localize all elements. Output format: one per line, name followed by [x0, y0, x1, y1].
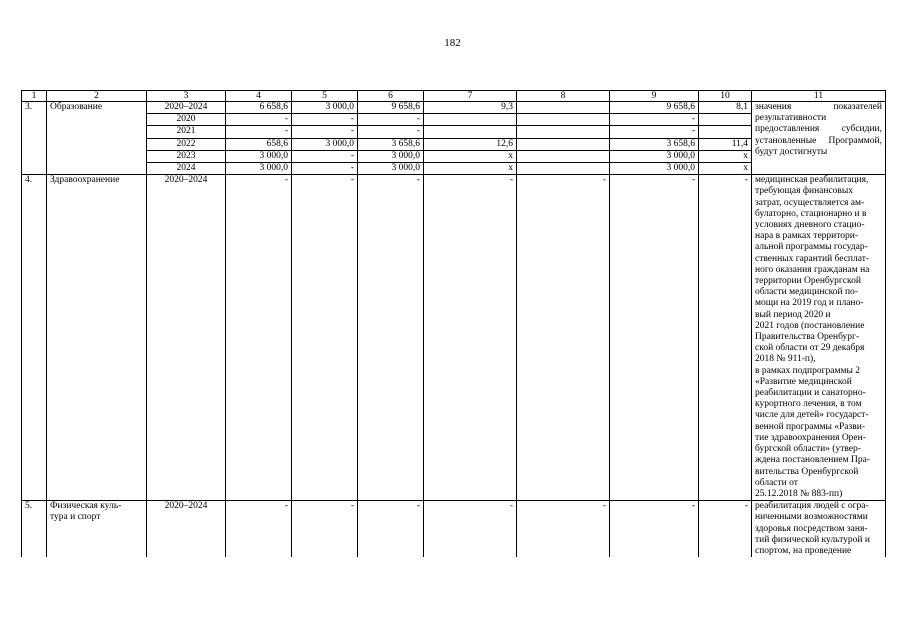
note-line: числе для детей» государст-	[755, 410, 869, 421]
value-cell: 3 000,0	[610, 163, 699, 175]
note-line: области от	[755, 477, 798, 488]
row-number: 3.	[22, 102, 47, 175]
note-line: бургской области» (утвер-	[755, 444, 861, 455]
table-row	[22, 102, 886, 114]
note-cell	[752, 501, 886, 558]
value-cell: -	[292, 175, 358, 501]
period-cell: 2021	[147, 126, 226, 138]
note-line: ного оказания гражданам на	[755, 264, 870, 275]
page-number: 182	[444, 37, 461, 49]
value-cell: 6 658,6	[226, 102, 292, 114]
value-cell: -	[226, 175, 292, 501]
value-cell: -	[292, 501, 358, 558]
header-cell: 6	[358, 91, 424, 102]
header-cell: 5	[292, 91, 358, 102]
program-table	[21, 90, 886, 557]
note-line: тие здравоохранения Орен-	[755, 432, 866, 443]
note-line: территории Оренбургской	[755, 276, 861, 287]
value-cell: 12,6	[424, 138, 517, 150]
value-cell: -	[610, 175, 699, 501]
value-cell: 8,1	[699, 102, 752, 114]
value-cell: 3 658,6	[610, 138, 699, 150]
value-cell: 3 000,0	[292, 102, 358, 114]
value-cell: 9,3	[424, 102, 517, 114]
note-line: нара в рамках территори-	[755, 231, 859, 242]
value-cell	[517, 126, 610, 138]
row-number: 5.	[22, 501, 47, 558]
note-line: затрат, осуществляется ам-	[755, 197, 865, 208]
note-line: курортного лечения, в том	[755, 399, 862, 410]
value-cell: -	[226, 126, 292, 138]
header-row	[22, 91, 886, 102]
value-cell	[424, 126, 517, 138]
value-cell: 9 658,6	[358, 102, 424, 114]
value-cell: -	[517, 175, 610, 501]
value-cell: 3 000,0	[226, 150, 292, 162]
section-name-line: Физическая куль-	[50, 501, 122, 512]
value-cell: 3 000,0	[358, 163, 424, 175]
value-cell: 3 000,0	[610, 150, 699, 162]
value-cell: -	[292, 114, 358, 126]
value-cell: -	[610, 114, 699, 126]
value-cell	[517, 150, 610, 162]
section-name	[47, 501, 147, 558]
header-cell: 4	[226, 91, 292, 102]
value-cell: 3 658,6	[358, 138, 424, 150]
note-line: спортом, на проведение	[755, 545, 852, 556]
note-line: медицинская реабилитация,	[755, 175, 869, 186]
value-cell	[517, 163, 610, 175]
header-cell: 1	[22, 91, 47, 102]
value-cell: -	[358, 126, 424, 138]
header-cell: 9	[610, 91, 699, 102]
period-cell: 2020–2024	[147, 102, 226, 114]
value-cell: 658,6	[226, 138, 292, 150]
note-line: реабилитация людей с огра-	[755, 501, 869, 512]
note-line: ской области от 29 декабря	[755, 343, 865, 354]
header-cell: 2	[47, 91, 147, 102]
header-cell: 7	[424, 91, 517, 102]
section-name-line: тура и спорт	[50, 512, 101, 523]
value-cell: 3 000,0	[292, 138, 358, 150]
note-line: альной программы государ-	[755, 242, 868, 253]
note-line: реабилитации и санаторно-	[755, 388, 866, 399]
table-row	[22, 501, 886, 558]
note-line: ственных гарантий бесплат-	[755, 253, 870, 264]
value-cell: 9 658,6	[610, 102, 699, 114]
note-cell: значения показателей результативности предоставления субсидии, установленные Программой, будут достигнуты	[752, 102, 886, 175]
value-cell: -	[292, 150, 358, 162]
value-cell: -	[610, 501, 699, 558]
header-cell: 11	[752, 91, 886, 102]
value-cell: -	[424, 501, 517, 558]
value-cell: -	[358, 175, 424, 501]
value-cell	[699, 114, 752, 126]
period-cell: 2023	[147, 150, 226, 162]
note-cell	[752, 175, 886, 501]
value-cell	[517, 138, 610, 150]
header-cell: 10	[699, 91, 752, 102]
value-cell: 3 000,0	[226, 163, 292, 175]
note-line: тий физической культурой и	[755, 534, 870, 545]
note-line: булаторно, стационарно и в	[755, 208, 867, 219]
value-cell: х	[699, 150, 752, 162]
note-line: области медицинской по-	[755, 287, 858, 298]
period-cell: 2020–2024	[147, 501, 226, 558]
note-line: 25.12.2018 № 883-пп)	[755, 488, 843, 499]
value-cell: х	[699, 163, 752, 175]
section-name: Здравоохранение	[47, 175, 147, 501]
period-cell: 2022	[147, 138, 226, 150]
note-line: ждена постановлением Пра-	[755, 455, 870, 466]
header-cell: 8	[517, 91, 610, 102]
note-line: в рамках подпрограммы 2	[755, 365, 861, 376]
note-line: «Развитие медицинской	[755, 376, 852, 387]
note-line: 2021 годов (постановление	[755, 320, 865, 331]
value-cell	[699, 126, 752, 138]
note-line: венной программы «Разви-	[755, 421, 865, 432]
value-cell: -	[424, 175, 517, 501]
row-number: 4.	[22, 175, 47, 501]
value-cell: -	[292, 163, 358, 175]
value-cell: х	[424, 150, 517, 162]
value-cell	[517, 102, 610, 114]
note-line: вый период 2020 и	[755, 309, 831, 320]
note-line: Правительства Оренбург-	[755, 332, 860, 343]
table-row	[22, 175, 886, 501]
note-line: требующая финансовых	[755, 186, 854, 197]
value-cell	[517, 114, 610, 126]
value-cell: 3 000,0	[358, 150, 424, 162]
value-cell: -	[226, 114, 292, 126]
note-line: здоровья посредством заня-	[755, 523, 868, 534]
section-name: Образование	[47, 102, 147, 175]
value-cell: -	[358, 501, 424, 558]
value-cell: -	[517, 501, 610, 558]
period-cell: 2020–2024	[147, 175, 226, 501]
period-cell: 2024	[147, 163, 226, 175]
note-line: ниченными возможностями	[755, 512, 868, 523]
value-cell	[424, 114, 517, 126]
header-cell: 3	[147, 91, 226, 102]
note-line: мощи на 2019 год и плано-	[755, 298, 864, 309]
note-line: вительства Оренбургской	[755, 466, 859, 477]
note-line: условиях дневного стацио-	[755, 220, 865, 231]
value-cell: -	[699, 501, 752, 558]
period-cell: 2020	[147, 114, 226, 126]
note-line: 2018 № 911-п),	[755, 354, 816, 365]
value-cell: 11,4	[699, 138, 752, 150]
value-cell: -	[226, 501, 292, 558]
value-cell: -	[292, 126, 358, 138]
value-cell: х	[424, 163, 517, 175]
value-cell: -	[358, 114, 424, 126]
value-cell: -	[610, 126, 699, 138]
value-cell: -	[699, 175, 752, 501]
